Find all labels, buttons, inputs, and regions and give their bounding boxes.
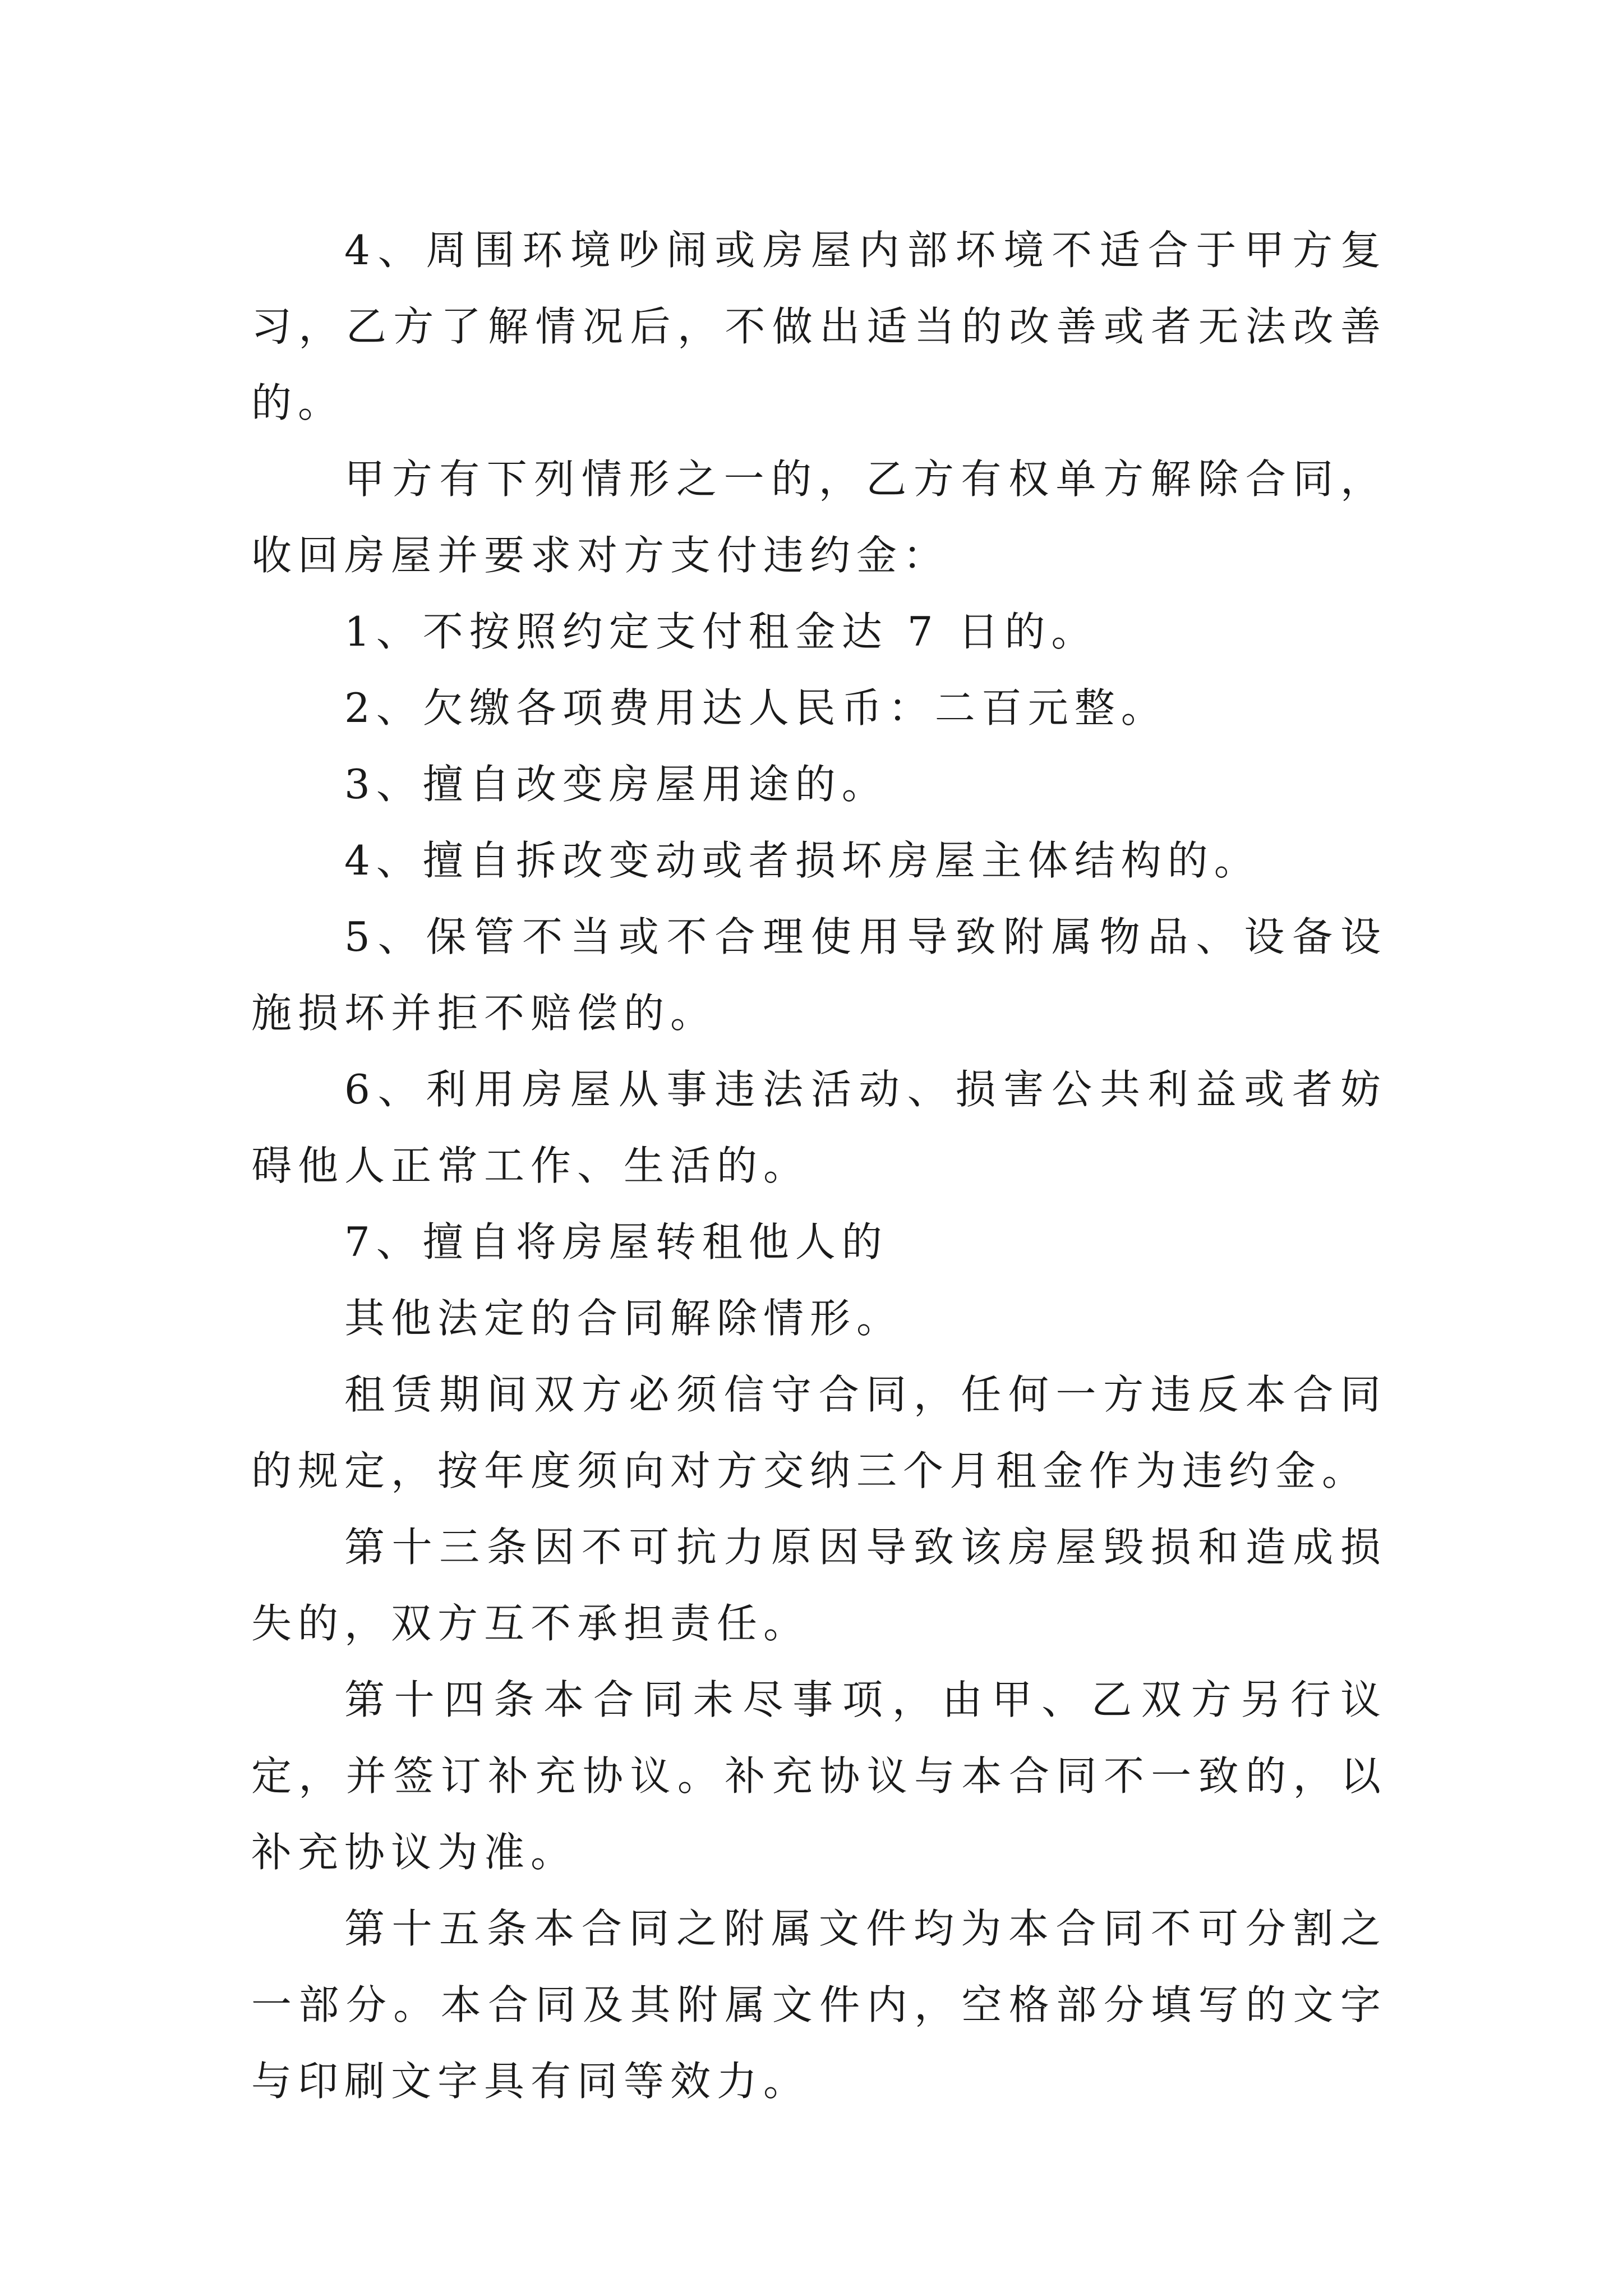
document-body	[251, 212, 1387, 2119]
paragraph: 2、欠缴各项费用达人民币：二百元整。	[344, 684, 1168, 731]
paragraph: 租赁期间双方必须信守合同，任何一方违反本合同的规定，按年度须向对方交纳三个月租金作为违约金。	[251, 1371, 1387, 1494]
paragraph: 7、擅自将房屋转租他人的	[344, 1218, 888, 1266]
paragraph: 5、保管不当或不合理使用导致附属物品、设备设施损坏并拒不赔偿的。	[251, 913, 1387, 1037]
paragraph: 4、周围环境吵闹或房屋内部坏境不适合于甲方复习，乙方了解情况后，不做出适当的改善或者无法改善的。	[251, 227, 1387, 426]
paragraph: 第十三条因不可抗力原因导致该房屋毁损和造成损失的，双方互不承担责任。	[251, 1524, 1387, 1647]
paragraph: 4、擅自拆改变动或者损坏房屋主体结构的。	[344, 837, 1261, 884]
paragraph: 甲方有下列情形之一的，乙方有权单方解除合同，收回房屋并要求对方支付违约金：	[251, 455, 1387, 579]
paragraph: 1、不按照约定支付租金达 7 日的。	[344, 608, 1098, 655]
paragraph: 3、擅自改变房屋用途的。	[344, 761, 888, 808]
paragraph: 其他法定的合同解除情形。	[344, 1295, 903, 1342]
paragraph: 6、利用房屋从事违法活动、损害公共利益或者妨碍他人正常工作、生活的。	[251, 1066, 1387, 1189]
paragraph: 第十五条本合同之附属文件均为本合同不可分割之一部分。本合同及其附属文件内，空格部分填写的文字与印刷文字具有同等效力。	[251, 1905, 1387, 2105]
paragraph: 第十四条本合同未尽事项，由甲、乙双方另行议定，并签订补充协议。补充协议与本合同不一致的，以补充协议为准。	[251, 1676, 1387, 1876]
